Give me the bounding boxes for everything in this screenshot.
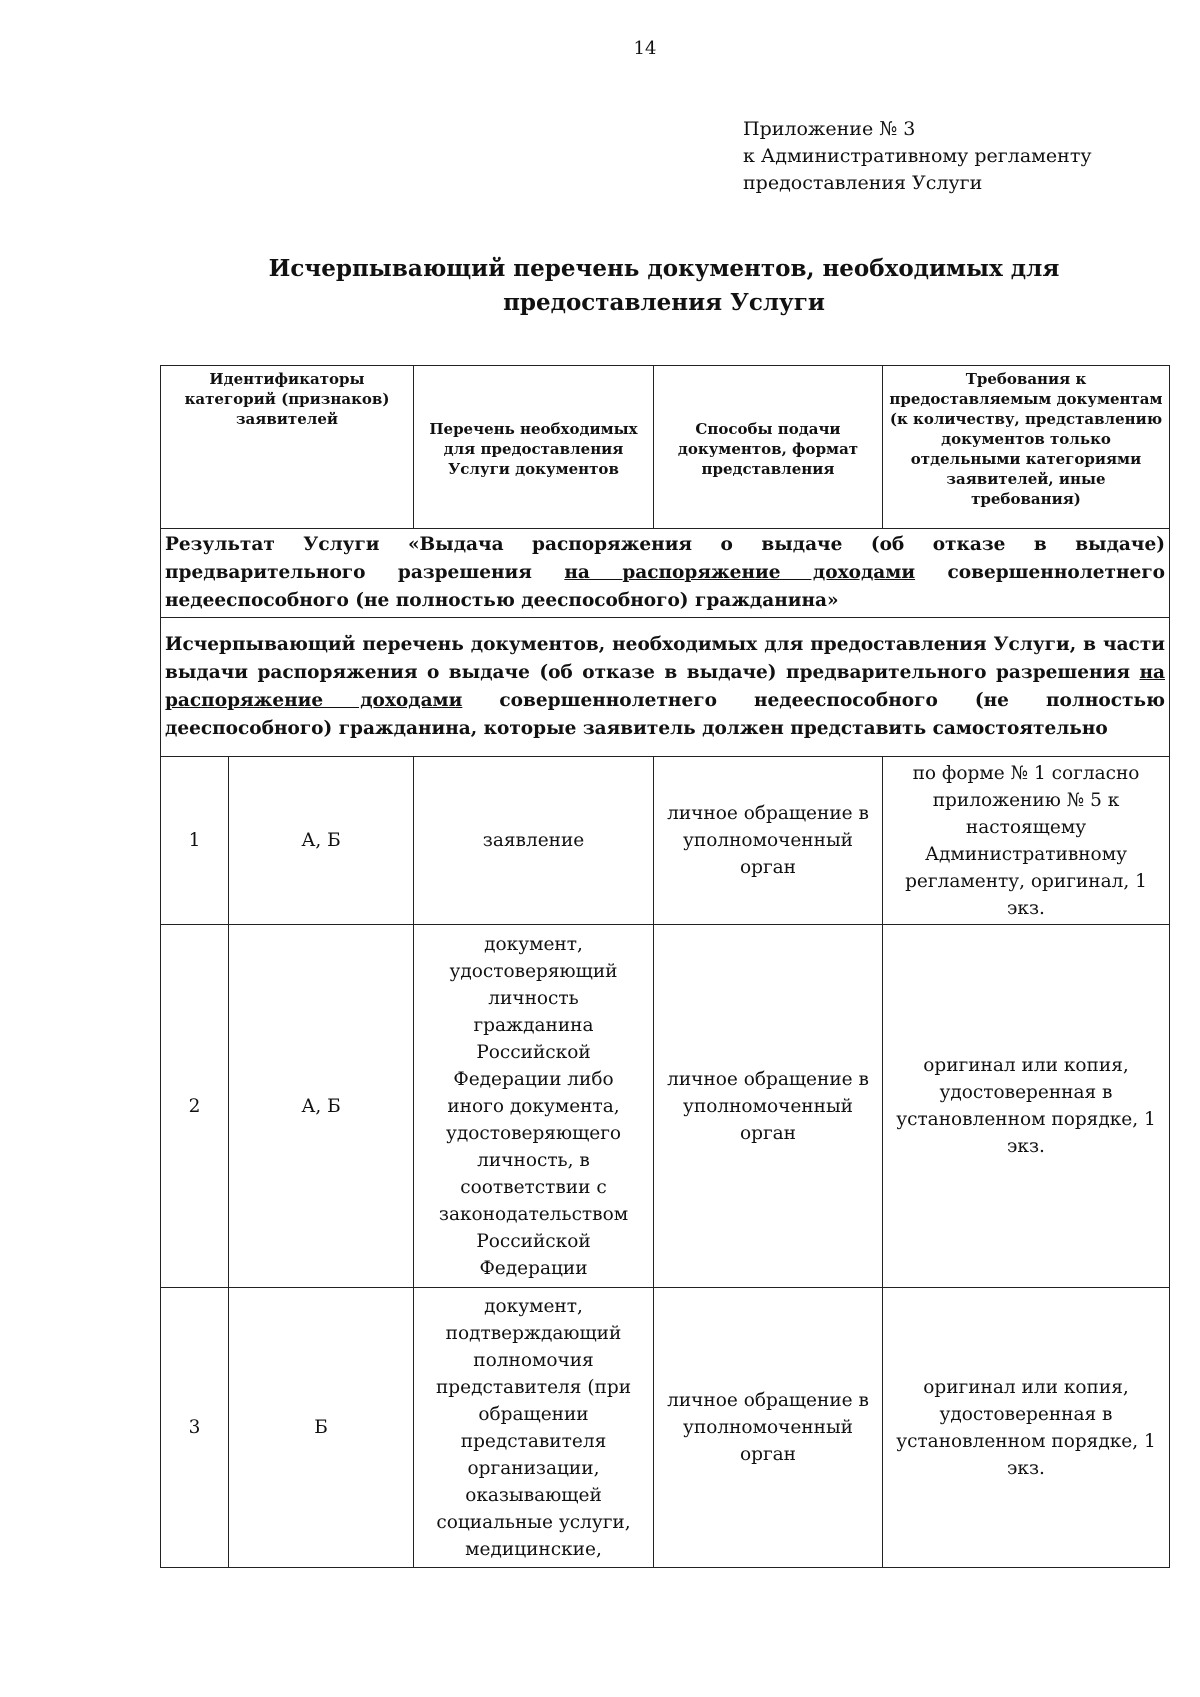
table-row [161, 1288, 1170, 1568]
header-methods: Способы подачи документов, формат представления [654, 366, 883, 529]
documents-table [160, 365, 1170, 1568]
list-row [161, 618, 1170, 757]
table-row [161, 757, 1170, 925]
header-documents: Перечень необходимых для предоставления Услуги документов [414, 366, 654, 529]
row-number: 2 [161, 925, 229, 1288]
row-requirements: оригинал или копия, удостоверенная в установленном порядке, 1 экз. [883, 1288, 1170, 1568]
row-method: личное обращение в уполномоченный орган [654, 1288, 883, 1568]
row-requirements: по форме № 1 согласно приложению № 5 к настоящему Административному регламенту, оригинал, 1 экз. [883, 757, 1170, 925]
row-number: 1 [161, 757, 229, 925]
list-cell [161, 618, 1170, 757]
list-underlined-text: на распоряжение доходами [165, 662, 1165, 711]
row-document: документ, удостоверяющий личность гражданина Российской Федерации либо иного документа, удостоверяющего личность, в соответствии с законодательством Российской Федерации [414, 925, 654, 1288]
page-number: 14 [633, 38, 657, 59]
document-title [160, 252, 1168, 320]
table-header-row [161, 366, 1170, 529]
row-method: личное обращение в уполномоченный орган [654, 757, 883, 925]
result-text: Результат Услуги «Выдача распоряжения о выдаче (об отказе в выдаче) предварительного разрешения [165, 534, 1165, 583]
row-categories: Б [229, 1288, 414, 1568]
row-document: заявление [414, 757, 654, 925]
list-text: Исчерпывающий перечень документов, необходимых для предоставления Услуги, в части выдачи распоряжения о выдаче (об отказе в выдаче) предварительного разрешения [165, 634, 1165, 683]
row-requirements: оригинал или копия, удостоверенная в установленном порядке, 1 экз. [883, 925, 1170, 1288]
row-categories: А, Б [229, 925, 414, 1288]
header-requirements: Требования к предоставляемым документам (к количеству, представлению документов только отдельными категориями заявителей, иные требования) [883, 366, 1170, 529]
appendix-line: к Административному регламенту [743, 145, 1092, 167]
result-cell [161, 529, 1170, 618]
list-text: совершеннолетнего недееспособного (не полностью дееспособного) гражданина, которые заявитель должен представить самостоятельно [165, 690, 1165, 739]
result-text: совершеннолетнего недееспособного (не полностью дееспособного) гражданина» [165, 562, 1165, 611]
row-method: личное обращение в уполномоченный орган [654, 925, 883, 1288]
row-number: 3 [161, 1288, 229, 1568]
table-row [161, 925, 1170, 1288]
row-categories: А, Б [229, 757, 414, 925]
result-row [161, 529, 1170, 618]
appendix-note [743, 116, 1092, 197]
appendix-line: предоставления Услуги [743, 172, 983, 194]
row-document: документ, подтверждающий полномочия представителя (при обращении представителя организации, оказывающей социальные услуги, медицинские, [414, 1288, 654, 1568]
title-line: предоставления Услуги [503, 289, 825, 316]
title-line: Исчерпывающий перечень документов, необходимых для [268, 255, 1060, 282]
appendix-line: Приложение № 3 [743, 118, 916, 140]
result-underlined-text: на распоряжение доходами [564, 562, 916, 583]
header-categories: Идентификаторы категорий (признаков) заявителей [161, 366, 414, 529]
